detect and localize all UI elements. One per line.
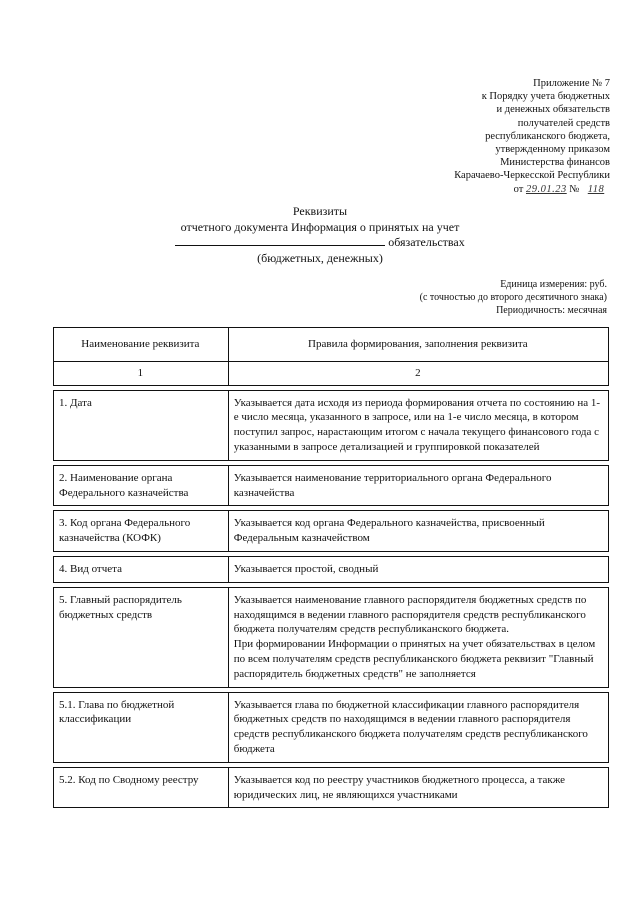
attachment-line: получателей средств [517,117,610,129]
order-date: 29.01.23 [525,183,567,195]
requisite-name: 4. Вид отчета [54,556,229,582]
column-number-row [54,361,609,385]
attachment-line: к Порядку учета бюджетных [481,91,610,103]
title-line-3-suffix: обязательствах [388,235,465,249]
title-line-4: (бюджетных, денежных) [257,250,383,265]
column-number: 1 [54,361,229,385]
header-filling-rules: Правила формирования, заполнения реквизита [228,328,608,362]
table-row [54,587,609,687]
table-row [54,511,609,552]
document-title [150,204,490,266]
requisite-rule: Указывается код по реестру участников бюджетного процесса, а также юридических лиц, не являющихся участниками [228,767,608,808]
requisite-rule [228,587,608,687]
order-prefix: от [513,183,524,195]
requisite-name: 3. Код органа Федерального казначейства (КОФК) [54,511,229,552]
title-line-2: отчетного документа Информация о принятых на учет [180,219,460,234]
table-row [54,465,609,506]
periodicity: Периодичность: месячная [496,304,607,316]
attachment-header [380,77,610,196]
table-header-row [54,328,609,362]
rule-paragraph: При формировании Информации о принятых на учет обязательствах в целом по всем получателям средств республиканского бюджета реквизит "Главный распорядитель бюджетных средств" не заполняется [233,638,596,680]
title-line-1: Реквизиты [292,204,348,218]
requisite-rule: Указывается наименование территориального органа Федерального казначейства [228,465,608,506]
order-number-label: № [569,183,580,195]
requisites-table [53,327,609,808]
requisite-name: 5. Главный распорядитель бюджетных средств [54,587,229,687]
attachment-line: и денежных обязательств [496,104,610,116]
requisite-name: 5.2. Код по Сводному реестру [54,767,229,808]
order-number: 118 [587,183,605,195]
table-row [54,767,609,808]
title-line-3 [150,235,490,251]
attachment-line: Карачаево-Черкесской Республики [454,170,610,182]
attachment-line: Министерства финансов [500,157,610,169]
requisite-rule: Указывается дата исходя из периода формирования отчета по состоянию на 1-е число месяца, указанного в запросе, или на 1-е число месяца, в котором поступил запрос, нарастающим итогом с начала текущего финансового года с указанными в запросе детализацией и группировкой показателей [228,390,608,460]
table-row [54,692,609,762]
units-block [307,279,607,317]
requisite-name: 1. Дата [54,390,229,460]
unit-of-measure: Единица измерения: руб. [500,279,607,290]
requisite-rule: Указывается глава по бюджетной классификации главного распорядителя бюджетных средств по находящимся в ведении главного распорядителя средств республиканского бюджета получателям средств республиканского бюджета [228,692,608,762]
requisite-name: 5.1. Глава по бюджетной классификации [54,692,229,762]
header-requisite-name: Наименование реквизита [54,328,229,362]
table-row [54,556,609,582]
table-row [54,390,609,460]
attachment-line: Приложение № 7 [533,78,610,89]
attachment-line: утвержденному приказом [495,144,610,156]
requisite-rule: Указывается код органа Федерального казначейства, присвоенный Федеральным казначейством [228,511,608,552]
order-reference [380,183,610,196]
rule-paragraph: Указывается наименование главного распорядителя бюджетных средств по находящимся в ведении главного распорядителя средств республиканского бюджета получателям средств республиканского бюджета. [233,593,587,636]
requisite-name: 2. Наименование органа Федерального казначейства [54,465,229,506]
precision-note: (с точностью до второго десятичного знака) [419,291,607,303]
attachment-line: республиканского бюджета, [485,130,610,142]
requisite-rule: Указывается простой, сводный [228,556,608,582]
column-number: 2 [228,361,608,385]
blank-underline [175,235,385,246]
